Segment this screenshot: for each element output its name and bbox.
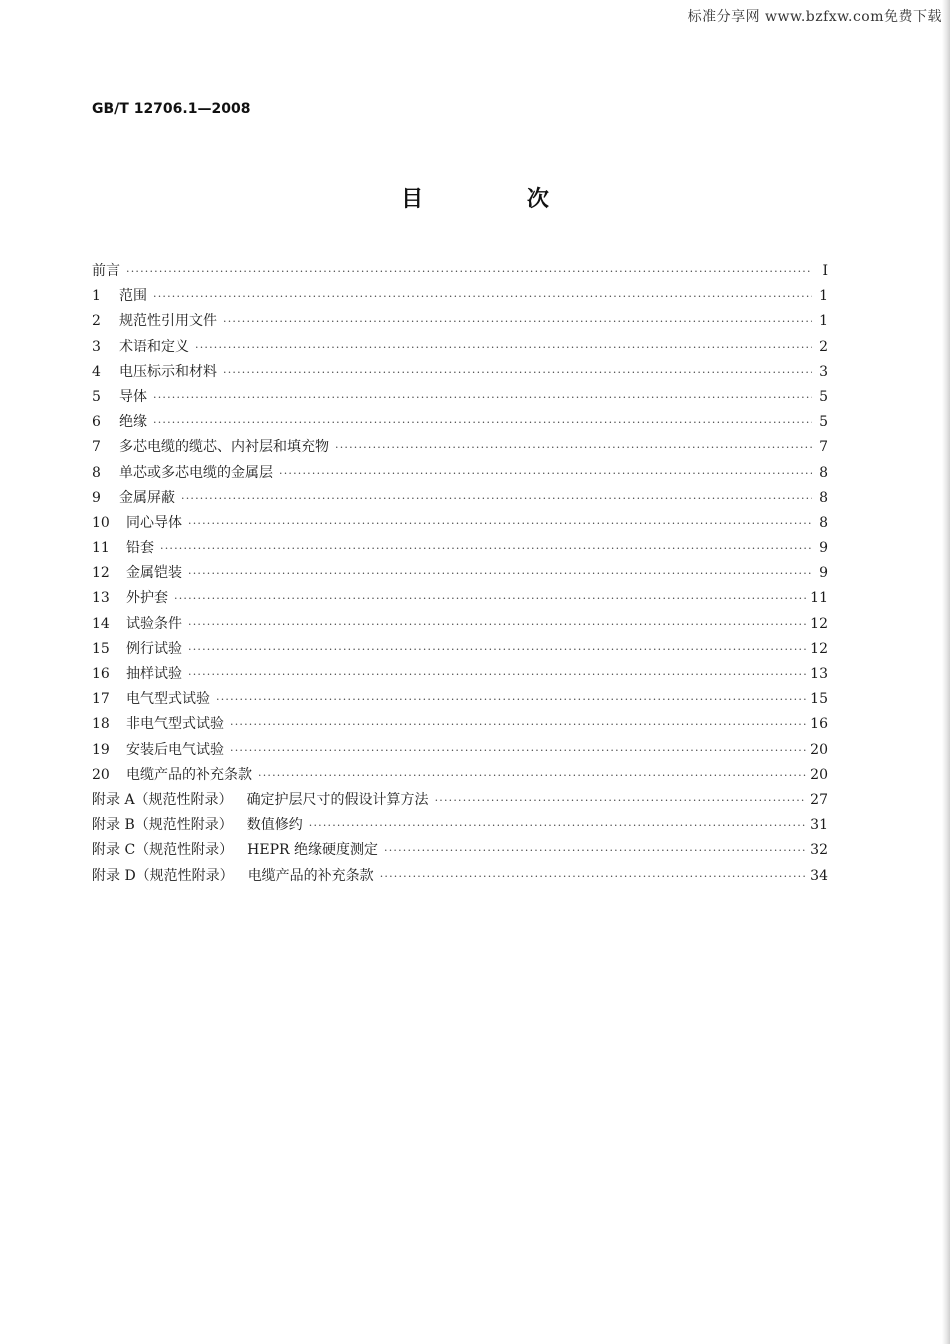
toc-entry-number: 6 <box>92 414 101 431</box>
toc-entry-number: 2 <box>92 313 101 330</box>
toc-entry-label: 电气型式试验 <box>126 691 210 708</box>
toc-leader-dots <box>188 511 812 536</box>
toc-entry-page: 8 <box>819 489 828 506</box>
toc-entry[interactable] <box>92 486 828 511</box>
toc-entry-number: 11 <box>92 540 110 557</box>
toc-entry-page: 5 <box>819 414 828 431</box>
toc-entry[interactable] <box>92 738 828 763</box>
toc-entry-appendix-tag: 附录 D（规范性附录） <box>92 867 234 884</box>
toc-entry[interactable] <box>92 410 828 435</box>
toc-entry-page: 8 <box>819 464 828 481</box>
toc-entry[interactable] <box>92 687 828 712</box>
toc-entry-page: 34 <box>810 867 828 884</box>
toc-entry-appendix-tag: 附录 A（规范性附录） <box>92 791 233 808</box>
toc-entry[interactable] <box>92 435 828 460</box>
toc-entry-label: 安装后电气试验 <box>126 741 224 758</box>
toc-entry-number: 15 <box>92 640 110 657</box>
toc-entry-page: 2 <box>819 338 828 355</box>
toc-entry-label: 铅套 <box>126 540 154 557</box>
toc-entry-label: 金属屏蔽 <box>119 489 175 506</box>
toc-leader-dots <box>188 637 806 662</box>
toc-entry-page: 32 <box>810 842 828 859</box>
toc-entry[interactable] <box>92 662 828 687</box>
toc-entry-number: 4 <box>92 363 101 380</box>
toc-entry-number: 9 <box>92 489 101 506</box>
toc-leader-dots <box>153 284 812 309</box>
toc-entry-page: 1 <box>819 288 828 305</box>
toc-entry-label: 绝缘 <box>119 414 147 431</box>
toc-entry-number: 16 <box>92 666 110 682</box>
toc-entry-label: 电缆产品的补充条款 <box>126 766 252 783</box>
toc-entry-page: 31 <box>810 817 828 834</box>
toc-leader-dots <box>380 864 806 889</box>
toc-leader-dots <box>153 410 812 435</box>
toc-leader-dots <box>181 486 812 511</box>
toc-entry[interactable] <box>92 612 828 637</box>
toc-entry-number: 10 <box>92 514 110 531</box>
toc-entry[interactable] <box>92 838 828 863</box>
toc-entry-number: 5 <box>92 388 101 405</box>
toc-entry[interactable] <box>92 763 828 788</box>
toc-entry-page: 8 <box>819 514 828 531</box>
toc-entry[interactable] <box>92 360 828 385</box>
toc-entry[interactable] <box>92 284 828 309</box>
toc-entry-page: 5 <box>819 388 828 405</box>
toc-entry-number: 20 <box>92 766 110 783</box>
toc-entry-label: 试验条件 <box>126 615 182 632</box>
toc-leader-dots <box>188 612 806 637</box>
toc-leader-dots <box>174 586 806 611</box>
toc-leader-dots <box>223 360 812 385</box>
toc-entry-appendix-tag: 附录 B（规范性附录） <box>92 817 233 834</box>
toc-leader-dots <box>384 838 806 863</box>
toc-entry-label: 导体 <box>119 388 147 405</box>
toc-leader-dots <box>258 763 806 788</box>
toc-entry[interactable] <box>92 309 828 334</box>
toc-entry-page: 12 <box>810 615 828 632</box>
toc-entry-page: 7 <box>819 439 828 456</box>
toc-entry-label: 规范性引用文件 <box>119 313 217 330</box>
toc-entry-page: 16 <box>810 716 828 733</box>
page-title: 目 次 <box>401 187 597 212</box>
toc-entry-label: 前言 <box>92 263 120 279</box>
toc-entry-page: 1 <box>819 313 828 330</box>
toc-entry[interactable] <box>92 259 828 284</box>
toc-entry-label: 电压标示和材料 <box>119 363 217 380</box>
toc-entry-page: 20 <box>810 741 828 758</box>
toc-leader-dots <box>309 813 806 838</box>
toc-entry-label: HEPR 绝缘硬度测定 <box>247 842 379 859</box>
toc-entry[interactable] <box>92 461 828 486</box>
toc-entry-page: 13 <box>810 666 828 682</box>
toc-entry[interactable] <box>92 511 828 536</box>
watermark-text: 标准分享网 www.bzfxw.com免费下载 <box>687 9 942 25</box>
toc-entry[interactable] <box>92 385 828 410</box>
toc-entry-page: I <box>822 263 828 279</box>
toc-entry-number: 1 <box>92 288 101 305</box>
toc-entry[interactable] <box>92 637 828 662</box>
toc-leader-dots <box>230 712 806 737</box>
toc-leader-dots <box>153 385 812 410</box>
toc-leader-dots <box>188 561 812 586</box>
toc-entry[interactable] <box>92 335 828 360</box>
toc-entry-label: 同心导体 <box>126 514 182 531</box>
toc-entry[interactable] <box>92 813 828 838</box>
toc-entry-label: 单芯或多芯电缆的金属层 <box>119 464 273 481</box>
toc-entry-number: 8 <box>92 464 101 481</box>
toc-entry-label: 金属铠装 <box>126 565 182 582</box>
toc-entry-page: 11 <box>810 590 828 607</box>
toc-entry-number: 17 <box>92 691 110 708</box>
toc-entry-label: 多芯电缆的缆芯、内衬层和填充物 <box>119 439 329 456</box>
toc-entry[interactable] <box>92 561 828 586</box>
toc-entry-label: 确定护层尺寸的假设计算方法 <box>246 791 429 808</box>
toc-entry-number: 13 <box>92 590 110 607</box>
toc-leader-dots <box>279 461 812 486</box>
toc-entry-page: 3 <box>819 363 828 380</box>
toc-entry-label: 电缆产品的补充条款 <box>247 867 374 884</box>
toc-entry-label: 非电气型式试验 <box>126 716 224 733</box>
toc-entry-label: 抽样试验 <box>126 666 182 682</box>
toc-entry-number: 19 <box>92 741 110 758</box>
toc-entry[interactable] <box>92 536 828 561</box>
toc-entry-page: 15 <box>810 691 828 708</box>
toc-leader-dots <box>126 259 812 284</box>
toc-leader-dots <box>230 738 806 763</box>
toc-entry-page: 27 <box>810 791 828 808</box>
toc-entry[interactable] <box>92 586 828 611</box>
table-of-contents <box>92 259 828 889</box>
toc-entry[interactable] <box>92 864 828 889</box>
toc-leader-dots <box>188 662 806 687</box>
toc-entry-number: 18 <box>92 716 110 733</box>
toc-entry-page: 20 <box>810 766 828 783</box>
toc-entry-label: 术语和定义 <box>119 338 189 355</box>
toc-entry-number: 3 <box>92 338 101 355</box>
toc-entry[interactable] <box>92 712 828 737</box>
toc-entry-number: 7 <box>92 439 101 456</box>
toc-entry-label: 数值修约 <box>246 817 303 834</box>
toc-entry-label: 范围 <box>119 288 147 305</box>
toc-leader-dots <box>435 788 807 813</box>
toc-leader-dots <box>216 687 806 712</box>
toc-entry-appendix-tag: 附录 C（规范性附录） <box>92 842 234 859</box>
toc-entry-label: 外护套 <box>126 590 168 607</box>
toc-entry-page: 12 <box>810 640 828 657</box>
toc-leader-dots <box>160 536 812 561</box>
standard-code: GB/T 12706.1—2008 <box>92 101 251 117</box>
toc-entry-page: 9 <box>819 565 828 582</box>
toc-leader-dots <box>335 435 812 460</box>
toc-entry-number: 14 <box>92 615 110 632</box>
toc-entry-page: 9 <box>819 540 828 557</box>
toc-entry-label: 例行试验 <box>126 640 182 657</box>
toc-leader-dots <box>223 309 812 334</box>
toc-entry[interactable] <box>92 788 828 813</box>
toc-entry-number: 12 <box>92 565 110 582</box>
toc-leader-dots <box>195 335 812 360</box>
